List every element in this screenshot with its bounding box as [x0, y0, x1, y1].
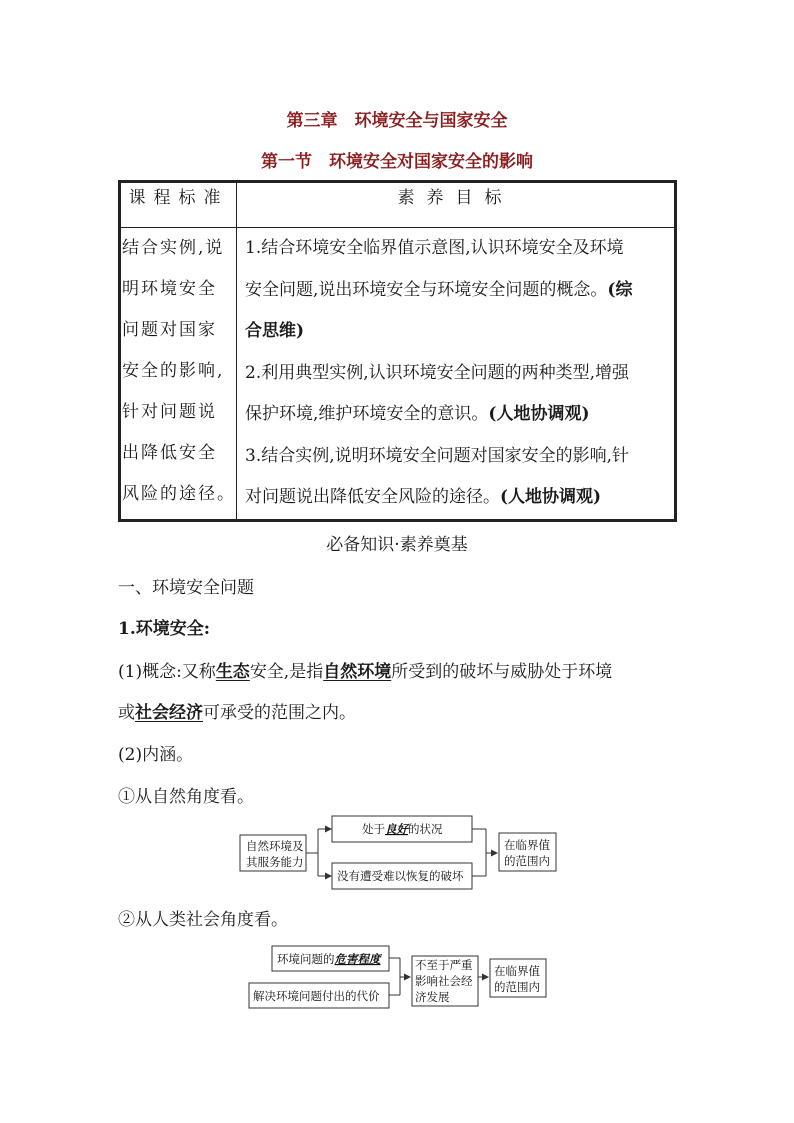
- standard-line: 问题对国家: [122, 320, 217, 340]
- goal-line: 保护环境,维护环境安全的意识。(人地协调观): [245, 404, 590, 424]
- header-literacy-goals: 素养目标: [237, 182, 676, 228]
- d2-right-text: 的范围内: [494, 980, 540, 994]
- concept-line-1: (1)概念:又称生态安全,是指自然环境所受到的破坏与威胁处于环境: [118, 662, 613, 682]
- d1-right-text: 在临界值: [504, 838, 550, 852]
- nature-view-heading: ①从自然角度看。: [118, 787, 254, 807]
- d2-middle-text: 不至于严重: [415, 958, 473, 972]
- goal-line: 2.利用典型实例,认识环境安全问题的两种类型,增强: [245, 362, 630, 383]
- term-natural-environment: 自然环境: [323, 662, 392, 682]
- concept-line-2: 或社会经济可承受的范围之内。: [118, 703, 356, 723]
- goal-line: 合思维): [245, 321, 305, 341]
- d1-top-text: 处于良好的状况: [362, 822, 443, 836]
- section-title: 第一节 环境安全对国家安全的影响: [261, 152, 533, 172]
- goal-line: 3.结合实例,说明环境安全问题对国家安全的影响,针: [245, 445, 630, 466]
- d2-left-top-text: 环境问题的危害程度: [277, 952, 381, 966]
- d1-left-text: 自然环境及: [246, 839, 304, 853]
- diagram-nature: [240, 816, 556, 889]
- d2-middle-text: 影响社会经: [415, 974, 473, 988]
- term-ecology: 生态: [215, 662, 250, 682]
- goal-line: 安全问题,说出环境安全与环境安全问题的概念。(综: [245, 279, 633, 300]
- item1-heading: 1.环境安全:: [118, 619, 211, 639]
- human-view-heading: ②从人类社会角度看。: [118, 910, 288, 930]
- goal-line: 1.结合环境安全临界值示意图,认识环境安全及环境: [245, 238, 624, 258]
- standard-line: 针对问题说: [122, 402, 217, 422]
- standard-line: 安全的影响,: [122, 361, 225, 381]
- header-course-standard: 课程标准: [120, 182, 237, 228]
- d1-fork-lines: [306, 829, 330, 876]
- d1-bottom-text: 没有遭受难以恢复的破坏: [337, 869, 464, 883]
- goal-line: 对问题说出降低安全风险的途径。(人地协调观): [245, 487, 602, 507]
- d1-left-text: 其服务能力: [246, 855, 304, 869]
- term-social-economy: 社会经济: [135, 703, 203, 723]
- d2-merge-lines: [389, 958, 400, 995]
- knowledge-heading: 必备知识·素养奠基: [326, 535, 468, 555]
- connotation-heading: (2)内涵。: [118, 745, 194, 765]
- chapter-title: 第三章 环境安全与国家安全: [286, 111, 508, 131]
- d1-right-text: 的范围内: [504, 854, 550, 868]
- standard-line: 出降低安全: [122, 443, 217, 463]
- standard-line: 风险的途径。: [122, 484, 236, 504]
- part1-heading: 一、环境安全问题: [118, 578, 254, 598]
- d2-left-bottom-text: 解决环境问题付出的代价: [253, 989, 380, 1003]
- standard-line: 明环境安全: [122, 279, 217, 299]
- diagram-human: [249, 946, 546, 1008]
- d2-right-text: 在临界值: [494, 964, 540, 978]
- standard-line: 结合实例,说: [122, 238, 225, 258]
- d2-middle-text: 济发展: [415, 990, 450, 1004]
